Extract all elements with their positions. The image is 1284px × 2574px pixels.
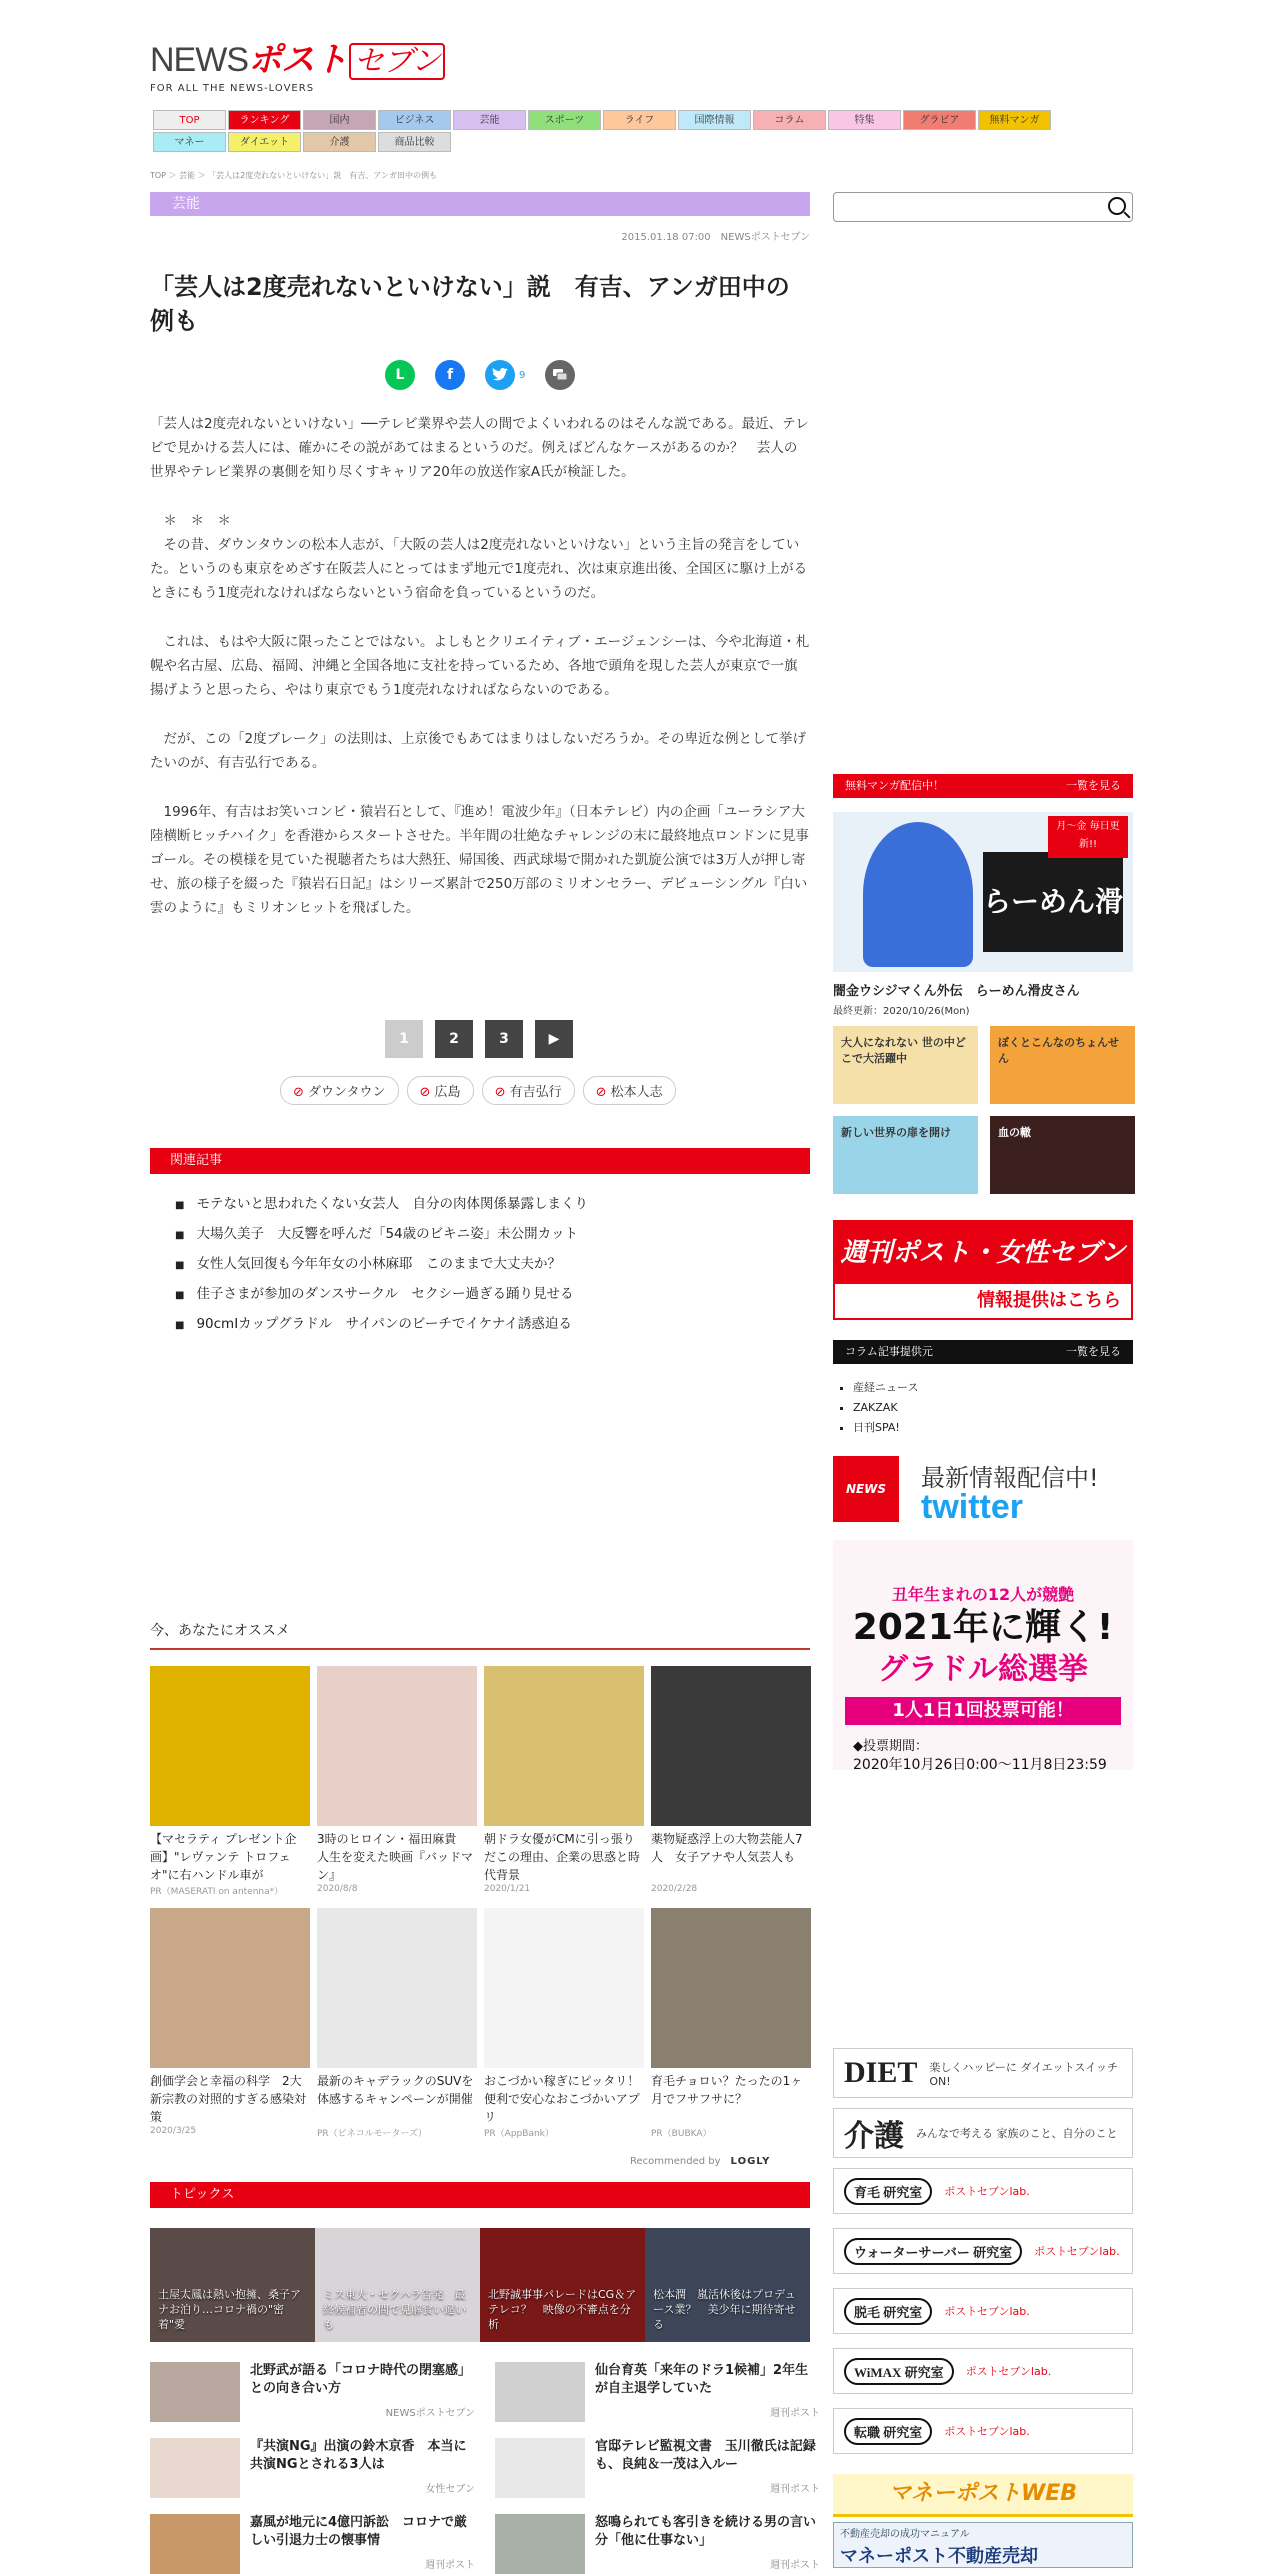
recommend-title: おこづかい稼ぎにピッタリ！便利で安心なおこづかいアプリ [484, 2074, 640, 2124]
tag-label: 広島 [434, 1085, 461, 1100]
related-item[interactable]: ■ 佳子さまが参加のダンスサークル セクシー過ぎる踊り見せる [175, 1280, 588, 1310]
recommend-source: 2020/2/28 [651, 1884, 698, 1894]
lab-banner-title: 転職 研究室 [844, 2418, 932, 2445]
tag-chip[interactable] [482, 1076, 575, 1105]
recommend-thumbnail [651, 1666, 811, 1826]
topic-source: 女性セブン [425, 2484, 475, 2495]
topic-title: 『共演NG』出演の鈴木京香 本当に共演NGとされる3人は [250, 2439, 467, 2472]
column-source-link[interactable]: ▪ 産経ニュース [853, 1378, 918, 1398]
topic-thumbnail [495, 2514, 585, 2574]
lab-banner[interactable] [833, 2108, 1133, 2158]
twitter-banner[interactable] [833, 1456, 1133, 1526]
article-date: 2015.01.18 07:00 NEWSポストセブン [621, 232, 810, 243]
topic-thumbnail [150, 2362, 240, 2422]
column-source-link[interactable]: ▪ ZAKZAK [853, 1398, 918, 1418]
manga-title[interactable]: 闇金ウシジマくん外伝 らーめん滑皮さん [833, 984, 1080, 999]
topic-feature-title: 北野誠事事パレードはCG＆アテレコ？ 映像の不審点を分析 [488, 2288, 637, 2331]
topic-thumbnail [495, 2438, 585, 2498]
recommend-card[interactable] [484, 1666, 644, 1894]
lab-banner-title: 脱毛 研究室 [844, 2298, 932, 2325]
column-heading [833, 1340, 1133, 1364]
nav-item[interactable]: ランキング [228, 110, 301, 130]
recommend-source: PR（BUBKA） [651, 2129, 712, 2139]
topic-title: 北野武が語る「コロナ時代の閉塞感」との向き合い方 [250, 2363, 472, 2396]
manga-thumbnail[interactable]: 新しい世界の扉を開け [833, 1116, 978, 1194]
recommend-card[interactable] [150, 1908, 310, 2136]
recommend-card[interactable] [651, 1666, 811, 1894]
recommend-title: 創価学会と幸福の科学 2大新宗教の対照的すぎる感染対策 [150, 2074, 307, 2124]
lab-banner-title: WiMAX 研究室 [844, 2358, 954, 2385]
topic-title: 怒鳴られても客引きを続ける男の言い分「他に仕事ない」 [595, 2515, 817, 2548]
recommend-source: 2020/3/25 [150, 2126, 197, 2136]
topic-item[interactable] [495, 2438, 820, 2498]
recommend-title: 朝ドラ女優がCMに引っ張りだこの理由、企業の思惑と時代背景 [484, 1832, 641, 1882]
lab-banner-title: 育毛 研究室 [844, 2178, 932, 2205]
related-heading: 関連記事 [150, 1148, 810, 1174]
fudosan-small: 不動産売却の成功マニュアル [840, 2529, 970, 2540]
recommend-title: 育毛チョロい？たったの1ヶ月でフサフサに？ [651, 2074, 803, 2106]
pagination [385, 1020, 573, 1058]
moneypost-banner[interactable]: マネーポストWEB [833, 2474, 1133, 2517]
tag-chip[interactable] [280, 1076, 399, 1105]
recommend-source: PR（AppBank） [484, 2129, 554, 2139]
topics-heading: トピックス [150, 2182, 810, 2208]
manga-badge: 月～金 毎日更新!! [1048, 816, 1128, 858]
logo-seven: セブン [349, 43, 445, 80]
lab-banner[interactable] [833, 2288, 1133, 2334]
topic-thumbnail [495, 2362, 585, 2422]
related-list [175, 1190, 588, 1340]
article-body [150, 412, 810, 945]
recommend-title: 最新のキャデラックのSUVを体感するキャンペーンが開催 [317, 2074, 474, 2106]
tag-list [280, 1076, 676, 1105]
gravure-line1: 丑年生まれの12人が競艶 [891, 1585, 1075, 1604]
lab-banner-sub: ポストセブンlab. [1034, 2245, 1120, 2258]
recommend-thumbnail [150, 1908, 310, 2068]
recommend-title: 薬物疑惑浮上の大物芸能人7人 女子アナや人気芸人も [651, 1832, 803, 1864]
page-button[interactable]: 2 [435, 1020, 473, 1058]
article-paragraph: 「芸人は2度売れないといけない」──テレビ業界や芸人の間でよくいわれるのはそんな説である。最近、テレビで見かける芸人には、確かにその説があてはまるというのだ。例えばどんなケースがあるのか？ 芸人の世界やテレビ業界の裏側を知り尽くすキャリア20年の放送作家A氏が検証した。 [150, 416, 809, 480]
recommend-card[interactable] [317, 1666, 477, 1894]
twitter-icon[interactable] [485, 360, 515, 390]
manga-heading-label: 無料マンガ配信中！ [845, 779, 944, 792]
nav-item[interactable]: 国内 [303, 110, 376, 130]
related-item[interactable]: ■ 大場久美子 大反響を呼んだ「54歳のビキニ姿」未公開カット [175, 1220, 588, 1250]
twitter-word: twitter [921, 1488, 1023, 1526]
topic-item[interactable] [150, 2438, 475, 2498]
fudosan-banner[interactable] [833, 2522, 1133, 2568]
column-list [853, 1378, 918, 1438]
lab-banner-title: DIET [844, 2056, 918, 2089]
column-source-link[interactable]: ▪ 日刊SPA! [853, 1418, 918, 1438]
lab-banner-title: ウォーターサーバー 研究室 [844, 2238, 1022, 2265]
tag-chip[interactable] [583, 1076, 676, 1105]
topic-feature-title: ミス東大・セクハラ告発 最終候補者の間で見解食い違いも [323, 2288, 466, 2331]
site-logo[interactable] [150, 32, 445, 94]
lab-banner[interactable] [833, 2228, 1133, 2274]
gravure-period-label: ◆投票期間： [853, 1739, 928, 1754]
tag-icon: ⊘ [494, 1085, 510, 1100]
topic-title: 仙台育英「来年のドラ1候補」2年生が自主退学していた [595, 2363, 809, 2396]
facebook-icon[interactable]: f [435, 360, 465, 390]
twitter-text: 最新情報配信中! [921, 1464, 1099, 1492]
recommend-heading: 今、あなたにオススメ [150, 1620, 810, 1650]
recommended-by[interactable] [630, 2156, 770, 2167]
topic-item[interactable] [150, 2514, 475, 2574]
category-bar[interactable]: 芸能 [150, 192, 810, 216]
breadcrumb[interactable]: TOP ＞ 芸能 ＞ 「芸人は2度売れないといけない」説 有吉、アンガ田中の例も [150, 171, 437, 180]
manga-banner[interactable] [833, 812, 1133, 972]
lab-banner-title: 介護 [844, 2120, 904, 2153]
lab-banner-sub: みんなで考える 家族のこと、自分のこと [916, 2127, 1118, 2140]
tag-icon: ⊘ [419, 1085, 435, 1100]
page-button[interactable]: 3 [485, 1020, 523, 1058]
article-paragraph: ＊ ＊ ＊ その昔、ダウンタウンの松本人志が、「大阪の芸人は2度売れないといけない」という主旨の発言をしていた。というのも東京をめざす在阪芸人にとってはまず地元で1度売れ、次は東京進出後、全国区に駆け上がるときにもう1度売れなければならないという宿命を負っているというのだ。 [150, 513, 808, 601]
manga-title-art: らーめん滑 [983, 852, 1123, 952]
tag-label: 有吉弘行 [509, 1085, 562, 1100]
recommend-thumbnail [651, 1908, 811, 2068]
info-banner-top: 週刊ポスト・女性セブン [840, 1238, 1126, 1268]
nav-item[interactable]: スポーツ [528, 110, 601, 130]
tweet-count: 9 [519, 369, 526, 381]
gravure-period: 2020年10月26日0:00～11月8日23:59 [853, 1757, 1107, 1770]
recommend-source: PR（ビネコルモーターズ） [317, 2129, 427, 2139]
manga-heading [833, 774, 1133, 798]
recommend-title: 【マセラティ プレゼント企画】"レヴァンテ トロフェオ"に右ハンドル車が [150, 1832, 297, 1882]
article-paragraph: だが、この「2度ブレーク」の法則は、上京後でもあてはまりはしないだろうか。その卑近な例として挙げたいのが、有吉弘行である。 [150, 731, 807, 771]
topic-feature[interactable] [315, 2228, 480, 2342]
nav-item[interactable]: ビジネス [378, 110, 451, 130]
topic-source: 週刊ポスト [770, 2408, 820, 2419]
topic-thumbnail [150, 2438, 240, 2498]
article-paragraph: 1996年、有吉はお笑いコンビ・猿岩石として、『進め！電波少年』（日本テレビ）内の企画「ユーラシア大陸横断ヒッチハイク」を香港からスタートさせた。半年間の壮絶なチャレンジの末に最終地点ロンドンに見事ゴール。その模様を見ていた視聴者たちは大熱狂、帰国後、西武球場で開かれた凱旋公演では3万人が押し寄せ、旅の様子を綴った『猿岩石日記』はシリーズ累計で250万部のミリオンセラー、デビューシングル『白い雲のように』もミリオンヒットを飛ばした。 [150, 804, 809, 916]
topic-source: 週刊ポスト [770, 2560, 820, 2571]
comment-icon[interactable] [545, 360, 575, 390]
recommend-thumbnail [150, 1666, 310, 1826]
logo-tagline: FOR ALL THE NEWS-LOVERS [150, 83, 315, 94]
search-icon[interactable] [1108, 197, 1126, 215]
lab-banner[interactable] [833, 2168, 1133, 2214]
manga-updated: 最終更新：2020/10/26(Mon) [833, 1006, 970, 1017]
manga-thumbnail[interactable]: 大人になれない 世の中どこで大活躍中 [833, 1026, 978, 1104]
nav-item[interactable]: コラム [753, 110, 826, 130]
gravure-banner[interactable] [833, 1540, 1133, 1770]
nav-item[interactable]: 無料マンガ [978, 110, 1051, 130]
topic-item[interactable] [150, 2362, 475, 2422]
topic-title: 官邸テレビ監視文書 玉川徹氏は記録も、良純＆一茂は入ルー [595, 2439, 816, 2472]
gravure-line4: 1人1日1回投票可能！ [845, 1697, 1121, 1725]
manga-thumbnail[interactable]: ぼくとこんなのちょんせん [990, 1026, 1135, 1104]
recommend-source: 2020/1/21 [484, 1884, 531, 1894]
manga-character [863, 822, 973, 967]
topic-feature[interactable] [645, 2228, 810, 2342]
tag-icon: ⊘ [293, 1085, 309, 1100]
related-item[interactable]: ■ 90cmIカップグラドル サイパンのビーチでイケナイ誘惑迫る [175, 1310, 588, 1340]
topic-feature-title: 松本潤 嵐活休後はプロデュース業？ 美少年に期待寄せる [653, 2288, 796, 2331]
recommend-source: PR（MASERATI on antenna*） [150, 1887, 284, 1897]
article-paragraph: これは、もはや大阪に限ったことではない。よしもとクリエイティブ・エージェンシーは、今や北海道・札幌や名古屋、広島、福岡、沖縄と全国各地に支社を持っているため、各地で頭角を現した芸人が東京で一旗揚げようと思ったら、やはり東京でもう1度売れなければならないのである。 [150, 634, 810, 698]
tag-label: ダウンタウン [308, 1085, 386, 1100]
recommend-thumbnail [484, 1666, 644, 1826]
topic-item[interactable] [495, 2362, 820, 2422]
nav-item[interactable]: マネー [153, 132, 226, 152]
topic-source: 週刊ポスト [770, 2484, 820, 2495]
topic-feature-title: 土屋太鳳は熱い抱擁、桑子アナお泊り…コロナ禍の"密着"愛 [158, 2288, 301, 2331]
lab-banner-sub: ポストセブンlab. [944, 2425, 1030, 2438]
nav-item[interactable]: 特集 [828, 110, 901, 130]
tag-icon: ⊘ [595, 1085, 611, 1100]
gravure-line3: グラドル総選挙 [878, 1652, 1088, 1687]
category-nav [153, 110, 1075, 152]
lab-banner-sub: ポストセブンlab. [944, 2305, 1030, 2318]
related-item[interactable]: ■ 女性人気回復も今年年女の小林麻耶 このままで大丈夫か？ [175, 1250, 588, 1280]
nav-item[interactable]: グラビア [903, 110, 976, 130]
lab-banner-sub: ポストセブンlab. [965, 2365, 1052, 2378]
fudosan-title: マネーポスト不動産売却 [840, 2546, 1038, 2567]
lab-banner-sub: 楽しくハッピーに ダイエットスイッチON! [929, 2060, 1118, 2088]
next-page-button[interactable]: ▶ [535, 1020, 573, 1058]
recommend-thumbnail [317, 1908, 477, 2068]
nav-item[interactable]: 介護 [303, 132, 376, 152]
recommend-card[interactable] [317, 1908, 477, 2139]
manga-more-link[interactable]: 一覧を見る [1066, 779, 1121, 792]
logly-logo: LOGLY [730, 2156, 771, 2167]
lab-banner[interactable] [833, 2408, 1133, 2454]
gravure-line2: 2021年に輝く! [852, 1607, 1114, 1648]
page-button[interactable]: 1 [385, 1020, 423, 1058]
lab-banner[interactable] [833, 2348, 1133, 2394]
share-bar [385, 360, 575, 390]
nav-item[interactable]: TOP [153, 110, 226, 130]
recommend-card[interactable] [150, 1666, 310, 1897]
recommend-source: 2020/8/8 [317, 1884, 358, 1894]
tag-label: 松本人志 [610, 1085, 663, 1100]
lab-banner[interactable] [833, 2048, 1133, 2098]
column-heading-label: コラム記事提供元 [845, 1345, 933, 1358]
logo-post: ポスト [248, 41, 347, 79]
topic-title: 嘉風が地元に4億円訴訟 コロナで厳しい引退力士の懐事情 [250, 2515, 468, 2548]
info-banner-bottom: 情報提供はこちら [835, 1284, 1131, 1318]
info-banner[interactable] [833, 1220, 1133, 1320]
column-more-link[interactable]: 一覧を見る [1066, 1345, 1121, 1358]
manga-thumbnail[interactable]: 血の轍 [990, 1116, 1135, 1194]
recommended-by-label: Recommended by [630, 2156, 721, 2167]
lab-banner-sub: ポストセブンlab. [944, 2185, 1030, 2198]
topic-item[interactable] [495, 2514, 820, 2574]
tag-chip[interactable] [407, 1076, 474, 1105]
topics-band [150, 2228, 810, 2342]
news-post-icon: NEWS [833, 1456, 899, 1522]
nav-item[interactable]: 芸能 [453, 110, 526, 130]
search-input[interactable] [833, 192, 1133, 222]
nav-item[interactable]: 商品比較 [378, 132, 451, 152]
recommend-title: 3時のヒロイン・福田麻貴 人生を変えた映画『バッドマン』 [317, 1832, 474, 1882]
line-icon[interactable]: L [385, 360, 415, 390]
nav-item[interactable]: ダイエット [228, 132, 301, 152]
topic-thumbnail [150, 2514, 240, 2574]
nav-item[interactable]: 国際情報 [678, 110, 751, 130]
topic-feature[interactable] [480, 2228, 645, 2342]
article-title: 「芸人は2度売れないといけない」説 有吉、アンガ田中の例も [150, 273, 790, 335]
recommend-card[interactable] [651, 1908, 811, 2139]
recommend-thumbnail [484, 1908, 644, 2068]
related-item[interactable]: ■ モテないと思われたくない女芸人 自分の肉体関係暴露しまくり [175, 1190, 588, 1220]
topic-feature[interactable] [150, 2228, 315, 2342]
nav-item[interactable]: ライフ [603, 110, 676, 130]
topic-source: NEWSポストセブン [385, 2408, 475, 2419]
topic-source: 週刊ポスト [425, 2560, 475, 2571]
recommend-thumbnail [317, 1666, 477, 1826]
logo-news: NEWS [150, 41, 248, 79]
recommend-card[interactable] [484, 1908, 644, 2139]
